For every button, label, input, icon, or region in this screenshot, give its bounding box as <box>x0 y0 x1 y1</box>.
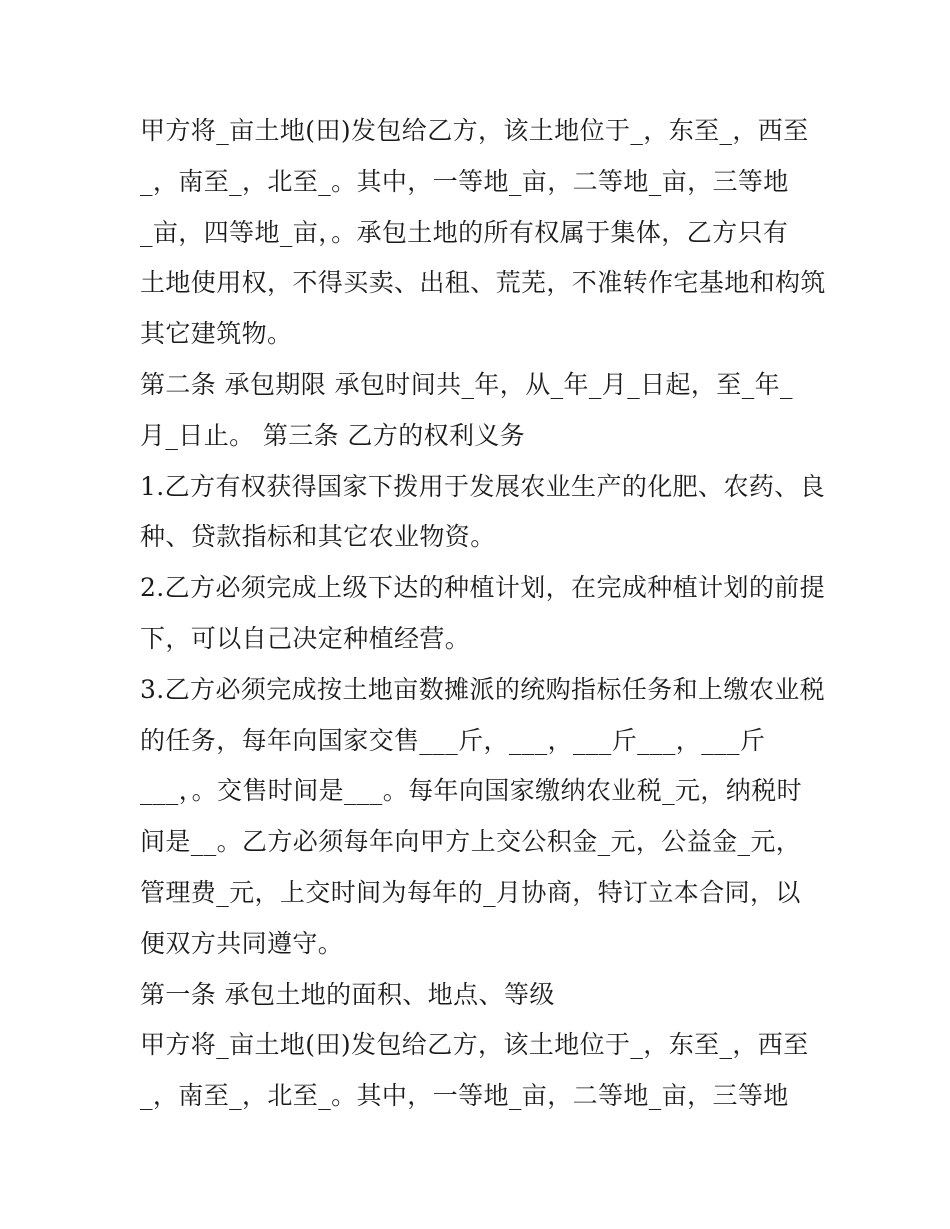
text-line: _，南至_，北至_。其中，一等地_亩，二等地_亩，三等地 <box>140 1081 789 1111</box>
text-line: 月_日止。 第三条 乙方的权利义务 <box>140 420 526 450</box>
text-line: _，南至_，北至_。其中，一等地_亩，二等地_亩，三等地 <box>140 166 789 196</box>
list-item-2: 2.乙方必须完成上级下达的种植计划，在完成种植计划的前提 <box>140 573 826 603</box>
text-line: 下，可以自己决定种植经营。 <box>140 623 471 653</box>
text-line: 其它建筑物。 <box>140 319 293 349</box>
list-item-3: 3.乙方必须完成按土地亩数摊派的统购指标任务和上缴农业税 <box>140 674 826 704</box>
contract-text <box>140 106 826 1122</box>
text-line: _亩，四等地_亩，。承包土地的所有权属于集体，乙方只有 <box>140 217 789 247</box>
text-line: 的任务，每年向国家交售___斤，___，___斤___，___斤 <box>140 725 766 755</box>
text-line: 间是__。乙方必须每年向甲方上交公积金_元，公益金_元， <box>140 827 802 857</box>
article-2-heading: 第二条 承包期限 承包时间共_年，从_年_月_日起，至_年_ <box>140 369 793 399</box>
text-line: 种、贷款指标和其它农业物资。 <box>140 522 496 552</box>
text-line: 甲方将_亩土地(田)发包给乙方，该土地位于_，东至_，西至 <box>140 1030 809 1060</box>
list-item-1: 1.乙方有权获得国家下拨用于发展农业生产的化肥、农药、良 <box>140 471 826 501</box>
text-line: 土地使用权，不得买卖、出租、荒芜，不准转作宅基地和构筑 <box>140 268 826 298</box>
text-line: 管理费_元，上交时间为每年的_月协商，特订立本合同，以 <box>140 877 801 907</box>
text-line: 甲方将_亩土地(田)发包给乙方，该土地位于_，东至_，西至 <box>140 116 809 145</box>
text-line: 便双方共同遵守。 <box>140 928 344 958</box>
article-1-heading: 第一条 承包土地的面积、地点、等级 <box>140 979 555 1009</box>
text-line: ___，。交售时间是___。每年向国家缴纳农业税_元，纳税时 <box>140 776 803 806</box>
